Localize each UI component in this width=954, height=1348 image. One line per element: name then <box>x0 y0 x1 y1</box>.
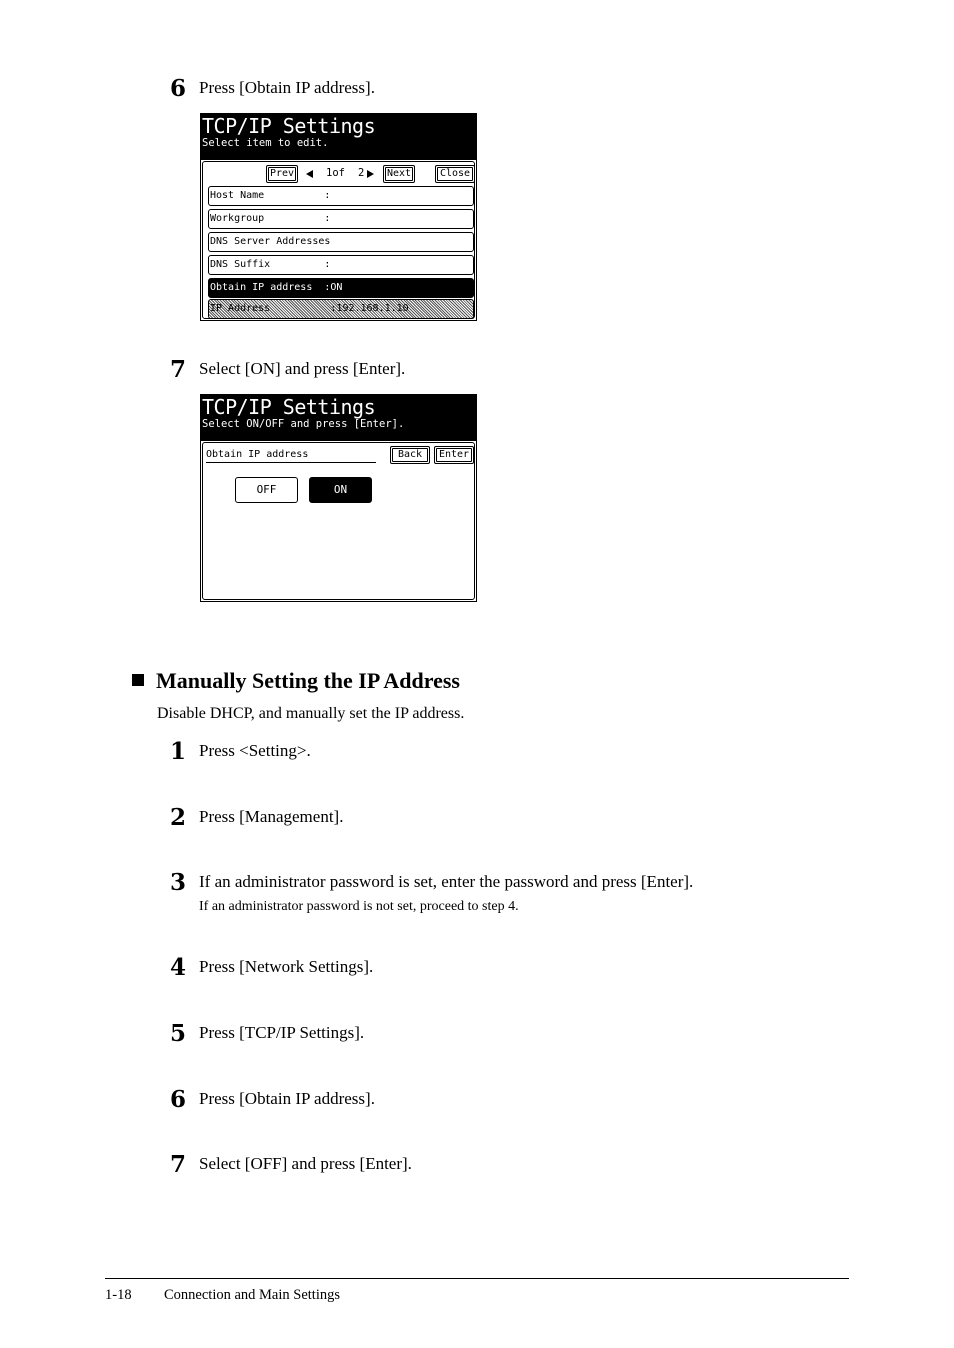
step-text: Press [Obtain IP address]. <box>199 78 375 97</box>
list-item-obtain-ip-address[interactable]: Obtain IP address :ON <box>208 278 474 298</box>
page-number: 1-18 <box>105 1287 132 1303</box>
step-text: Select [ON] and press [Enter]. <box>199 359 406 378</box>
prev-button[interactable]: Prev <box>266 165 298 183</box>
step-number: 2 <box>169 804 186 831</box>
step-text: Press [TCP/IP Settings]. <box>199 1023 365 1042</box>
screen-subtitle: Select item to edit. <box>202 137 329 149</box>
screen-header <box>201 114 476 160</box>
step-number: 4 <box>169 954 186 981</box>
step-text: Select [OFF] and press [Enter]. <box>199 1154 412 1173</box>
enter-button[interactable]: Enter <box>434 446 474 464</box>
step-number: 6 <box>169 75 186 102</box>
screen-title: TCP/IP Settings <box>202 114 376 138</box>
screen-title: TCP/IP Settings <box>202 395 376 419</box>
on-button[interactable]: ON <box>309 477 372 503</box>
step-number: 1 <box>169 738 186 765</box>
step-number: 6 <box>169 1086 186 1113</box>
step-text: Press [Obtain IP address]. <box>199 1089 375 1108</box>
list-item-workgroup[interactable]: Workgroup : <box>208 209 474 229</box>
screen-body <box>202 161 475 319</box>
section-intro: Disable DHCP, and manually set the IP address. <box>157 705 465 722</box>
chapter-title: Connection and Main Settings <box>164 1287 340 1303</box>
step-number: 7 <box>169 356 186 383</box>
step-text: If an administrator password is set, enter the password and press [Enter]. <box>199 872 694 891</box>
square-bullet-icon <box>132 674 144 686</box>
section-title: Manually Setting the IP Address <box>156 668 460 693</box>
step-number: 5 <box>169 1020 186 1047</box>
step-text: Press <Setting>. <box>199 741 311 760</box>
field-label: Obtain IP address <box>206 448 376 463</box>
page-left-arrow-icon <box>306 170 313 178</box>
close-button[interactable]: Close <box>435 165 475 183</box>
section-heading <box>132 670 460 692</box>
tcpip-settings-screen-list <box>200 113 477 321</box>
step-number: 7 <box>169 1151 186 1178</box>
next-button[interactable]: Next <box>383 165 415 183</box>
step-number: 3 <box>169 869 186 896</box>
back-button[interactable]: Back <box>390 446 430 464</box>
step-text: Press [Management]. <box>199 807 344 826</box>
screen-header <box>201 395 476 441</box>
list-item-host-name[interactable]: Host Name : <box>208 186 474 206</box>
page-current: 1of <box>326 167 345 179</box>
footer-divider <box>105 1278 849 1279</box>
screen-subtitle: Select ON/OFF and press [Enter]. <box>202 418 405 430</box>
list-item-dns-suffix[interactable]: DNS Suffix : <box>208 255 474 275</box>
page-right-arrow-icon <box>367 170 374 178</box>
page-total: 2 <box>358 167 365 179</box>
tcpip-settings-screen-obtain-ip <box>200 394 477 602</box>
off-button[interactable]: OFF <box>235 477 298 503</box>
list-item-ip-address: IP Address :192.168.1.10 <box>208 299 474 319</box>
screen-body <box>202 442 475 600</box>
list-item-dns-server-addresses[interactable]: DNS Server Addresses <box>208 232 474 252</box>
step-note: If an administrator password is not set, proceed to step 4. <box>199 899 519 914</box>
step-text: Press [Network Settings]. <box>199 957 374 976</box>
